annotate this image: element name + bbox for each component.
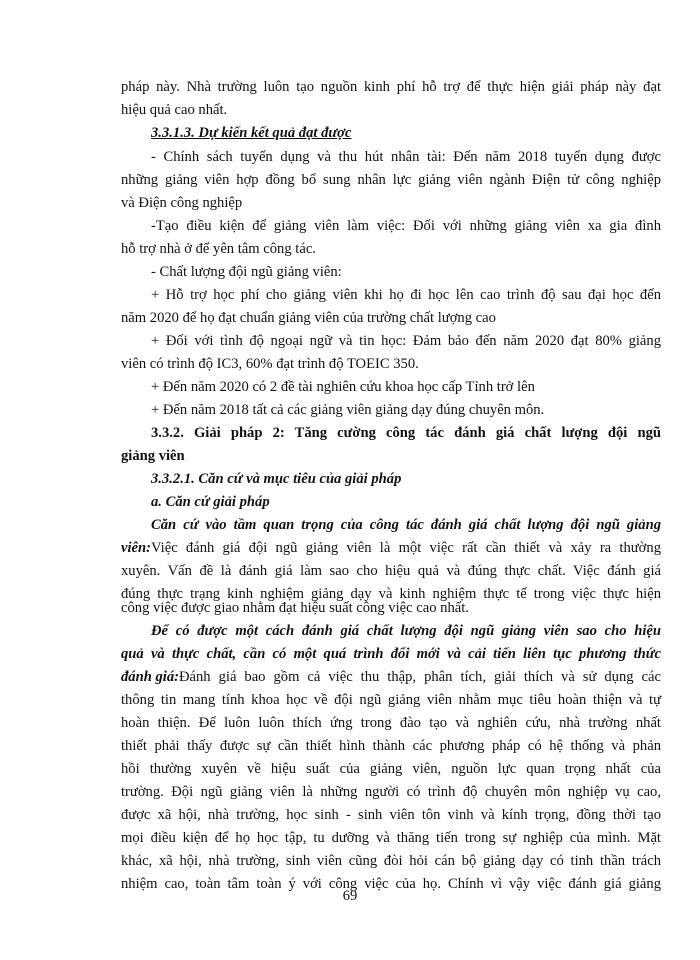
text-line: hoàn thiện. Để luôn luôn thích ứng trong đào tạo và nghiên cứu, nhà trường nhất	[121, 715, 661, 731]
body-text: Đánh giá bao gồm cả việc thu thập, phân tích, giải thích và sử dụng các	[178, 669, 661, 685]
section-heading: giảng viên	[121, 448, 185, 464]
emphasis-text: đánh giá:	[121, 669, 179, 685]
text-line: + Đến năm 2020 có 2 đề tài nghiên cứu khoa học cấp Tỉnh trở lên	[151, 379, 535, 395]
text-line: trường. Đội ngũ giảng viên là những người có trình độ chuyên môn nghiệp vụ cao,	[121, 784, 661, 800]
emphasis-text: viên:	[121, 540, 151, 556]
text-line: hồi thường xuyên về hiệu suất của giảng viên, nguồn lực quan trọng nhất của	[121, 761, 661, 777]
text-line: xuyên. Vấn đề là đánh giá làm sao cho hiệu quả và đúng thực chất. Việc đánh giá	[121, 563, 661, 579]
text-line: được xã hội, nhà trường, học sinh - sinh viên tôn vinh và kính trọng, đồng thời tạo	[121, 807, 661, 823]
text-line	[121, 537, 661, 559]
text-line: thiết phải thấy được sự cần thiết hình thành các phương pháp có hệ thống và phản	[121, 738, 661, 754]
text-line: + Đối với tình độ ngoại ngữ và tin học: Đảm bảo đến năm 2020 đạt 80% giảng	[151, 333, 661, 349]
text-line: - Chính sách tuyển dụng và thu hút nhân tài: Đến năm 2018 tuyển dụng được	[151, 149, 661, 165]
text-line	[121, 666, 661, 688]
section-heading: 3.3.1.3. Dự kiến kết quả đạt được	[151, 125, 352, 141]
text-line: thông tin mang tính khoa học về đội ngũ giảng viên nhằm mục tiêu hoàn thiện và tự	[121, 692, 661, 708]
text-line: hỗ trợ nhà ở để yên tâm công tác.	[121, 241, 316, 257]
text-line: nhiệm cao, toàn tâm toàn ý với công việc của họ. Chính vì vậy việc đánh giá giảng	[121, 876, 661, 892]
subsection-heading: a. Căn cứ giải pháp	[151, 494, 270, 510]
text-line: và Điện công nghiệp	[121, 195, 243, 211]
section-heading: 3.3.2. Giải pháp 2: Tăng cường công tác đánh giá chất lượng đội ngũ	[151, 425, 661, 441]
emphasis-line: quả và thực chất, cần có một quá trình đổi mới và cải tiến liên tục phương thức	[121, 646, 661, 662]
text-line: pháp này. Nhà trường luôn tạo nguồn kinh phí hỗ trợ để thực hiện giải pháp này đạt	[121, 79, 661, 95]
text-line: + Đến năm 2018 tất cả các giảng viên giảng dạy đúng chuyên môn.	[151, 402, 545, 418]
text-line: - Chất lượng đội ngũ giảng viên:	[151, 264, 342, 280]
text-line: viên có trình độ IC3, 60% đạt trình độ TOEIC 350.	[121, 356, 419, 372]
text-line: năm 2020 để họ đạt chuẩn giảng viên của trường chất lượng cao	[121, 310, 496, 326]
emphasis-line: Để có được một cách đánh giá chất lượng đội ngũ giảng viên sao cho hiệu	[151, 623, 661, 639]
text-line: công việc được giao nhằm đạt hiệu suất công việc cao nhất.	[121, 600, 469, 616]
page-number: 69	[342, 888, 358, 904]
text-line: khác, xã hội, nhà trường, sinh viên cũng đòi hỏi cán bộ giảng dạy có tinh thần trách	[121, 853, 661, 869]
body-text: Việc đánh giá đội ngũ giảng viên là một việc rất cần thiết và xảy ra thường	[151, 540, 661, 556]
text-line: + Hỗ trợ học phí cho giảng viên khi họ đi học lên cao trình độ sau đại học đến	[151, 287, 661, 303]
text-line: đúng thực trạng kinh nghiệm giảng dạy và kinh nghiệm thực tế trong việc thực hiện	[121, 586, 661, 602]
text-line: những giảng viên hợp đồng bổ sung nhân lực giảng viên ngành Điện tử công nghiệp	[121, 172, 661, 188]
text-line: mọi điều kiện để họ học tập, tu dưỡng và thăng tiến trong sự nghiệp của mình. Mặt	[121, 830, 661, 846]
subsection-heading: 3.3.2.1. Căn cứ và mục tiêu của giải pháp	[151, 471, 402, 487]
text-line: hiệu quả cao nhất.	[121, 102, 228, 118]
text-line: -Tạo điều kiện để giảng viên làm việc: Đối với những giảng viên xa gia đình	[151, 218, 661, 234]
emphasis-line: Căn cứ vào tầm quan trọng của công tác đánh giá chất lượng đội ngũ giảng	[151, 517, 661, 533]
